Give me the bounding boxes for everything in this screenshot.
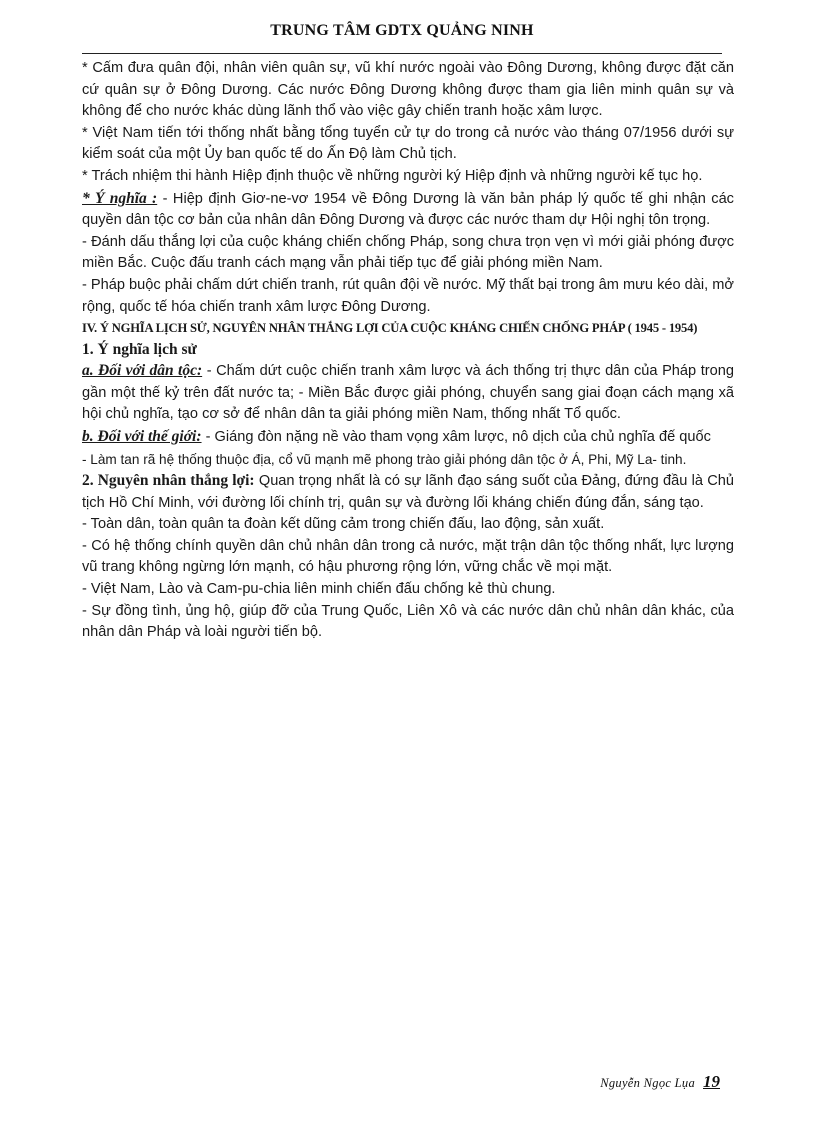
significance-text: - Hiệp định Giơ-ne-vơ 1954 về Đông Dương là văn bản pháp lý quốc tế ghi nhận các quyền dân tộc cơ bản của nhân dân Đông Dương và được các nước tham dự Hội nghị tôn trọng. (82, 190, 734, 229)
for-world-label: b. Đối với thế giới: (82, 427, 202, 445)
paragraph-indochina-alliance: - Việt Nam, Lào và Cam-pu-chia liên minh chiến đấu chống kẻ thù chung. (82, 581, 556, 598)
causes-of-victory-label: 2. Nguyên nhân thắng lợi: (82, 472, 255, 490)
paragraph-foreign-troops: * Cấm đưa quân đội, nhân viên quân sự, vũ khí nước ngoài vào Đông Dương, không được đặt căn cứ quân sự ở Đông Dương. Các nước Đông Dương không được tham gia liên minh quân sự và không để cho nước khác dùng lãnh thổ vào việc gây chiến tranh hoặc xâm lược. (82, 60, 734, 120)
for-world-text: - Giáng đòn nặng nề vào tham vọng xâm lược, nô dịch của chủ nghĩa đế quốc (201, 428, 711, 445)
paragraph-victory-north: - Đánh dấu thắng lợi của cuộc kháng chiến chống Pháp, song chưa trọn vẹn vì mới giải phóng được miền Bắc. Cuộc đấu tranh cách mạng vẫn phải tiếp tục để giải phóng miền Nam. (82, 233, 734, 272)
paragraph-causes-of-victory (82, 470, 734, 514)
header-divider (82, 53, 722, 54)
paragraph-general-election: * Việt Nam tiến tới thống nhất bằng tổng tuyển cử tự do trong cả nước vào tháng 07/1956 dưới sự kiểm soát của một Ủy ban quốc tế do Ấn Độ làm Chủ tịch. (82, 124, 734, 163)
document-body (82, 58, 734, 644)
for-nation-text: - Chấm dứt cuộc chiến tranh xâm lược và ách thống trị thực dân của Pháp trong gần một thế kỷ trên đất nước ta; - Miền Bắc được giải phóng, chuyển sang giai đoạn cách mạng xã hội chủ nghĩa, tạo cơ sở để nhân dân ta giải phóng miền Nam, thống nhất Tổ quốc. (82, 363, 734, 423)
section-heading-iv: IV. Ý NGHĨA LỊCH SỬ, NGUYÊN NHÂN THẮNG LỢI CỦA CUỘC KHÁNG CHIẾN CHỐNG PHÁP ( 1945 - 1954) (82, 321, 698, 336)
paragraph-france-withdraw: - Pháp buộc phải chấm dứt chiến tranh, rút quân đội về nước. Mỹ thất bại trong âm mưu kéo dài, mở rộng, quốc tế hóa chiến tranh xâm lược Đông Dương. (82, 276, 734, 315)
paragraph-people-unity: - Toàn dân, toàn quân ta đoàn kết dũng cảm trong chiến đấu, lao động, sản xuất. (82, 516, 605, 533)
page-number: 19 (703, 1072, 720, 1091)
subheading-historical-significance: 1. Ý nghĩa lịch sử (82, 341, 197, 359)
paragraph-government-system: - Có hệ thống chính quyền dân chủ nhân dân trong cả nước, mặt trận dân tộc thống nhất, lực lượng vũ trang không ngừng lớn mạnh, có hậu phương rộng lớn, vững chắc về mọi mặt. (82, 537, 734, 576)
paragraph-colonial-collapse: - Làm tan rã hệ thống thuộc địa, cổ vũ mạnh mẽ phong trào giải phóng dân tộc ở Á, Phi, Mỹ La- tinh. (82, 451, 687, 467)
paragraph-responsibility: * Trách nhiệm thi hành Hiệp định thuộc về những người ký Hiệp định và những người kế tục họ. (82, 167, 703, 184)
paragraph-international-support: - Sự đồng tình, ủng hộ, giúp đỡ của Trung Quốc, Liên Xô và các nước dân chủ nhân dân khác, của nhân dân Pháp và loài người tiến bộ. (82, 602, 734, 641)
for-nation-label: a. Đối với dân tộc: (82, 362, 203, 380)
page-header-title: TRUNG TÂM GDTX QUẢNG NINH (270, 22, 534, 39)
significance-label: * Ý nghĩa : (82, 189, 158, 207)
paragraph-for-world (82, 426, 734, 449)
causes-of-victory-text: Quan trọng nhất là có sự lãnh đạo sáng suốt của Đảng, đứng đầu là Chủ tịch Hồ Chí Minh, với đường lối chính trị, quân sự và đường lối kháng chiến đúng đắn, sáng tạo. (82, 473, 735, 511)
page-footer (570, 1072, 720, 1092)
footer-author: Nguyễn Ngọc Lụa (600, 1076, 695, 1090)
paragraph-for-nation (82, 360, 734, 426)
paragraph-significance (82, 188, 734, 232)
